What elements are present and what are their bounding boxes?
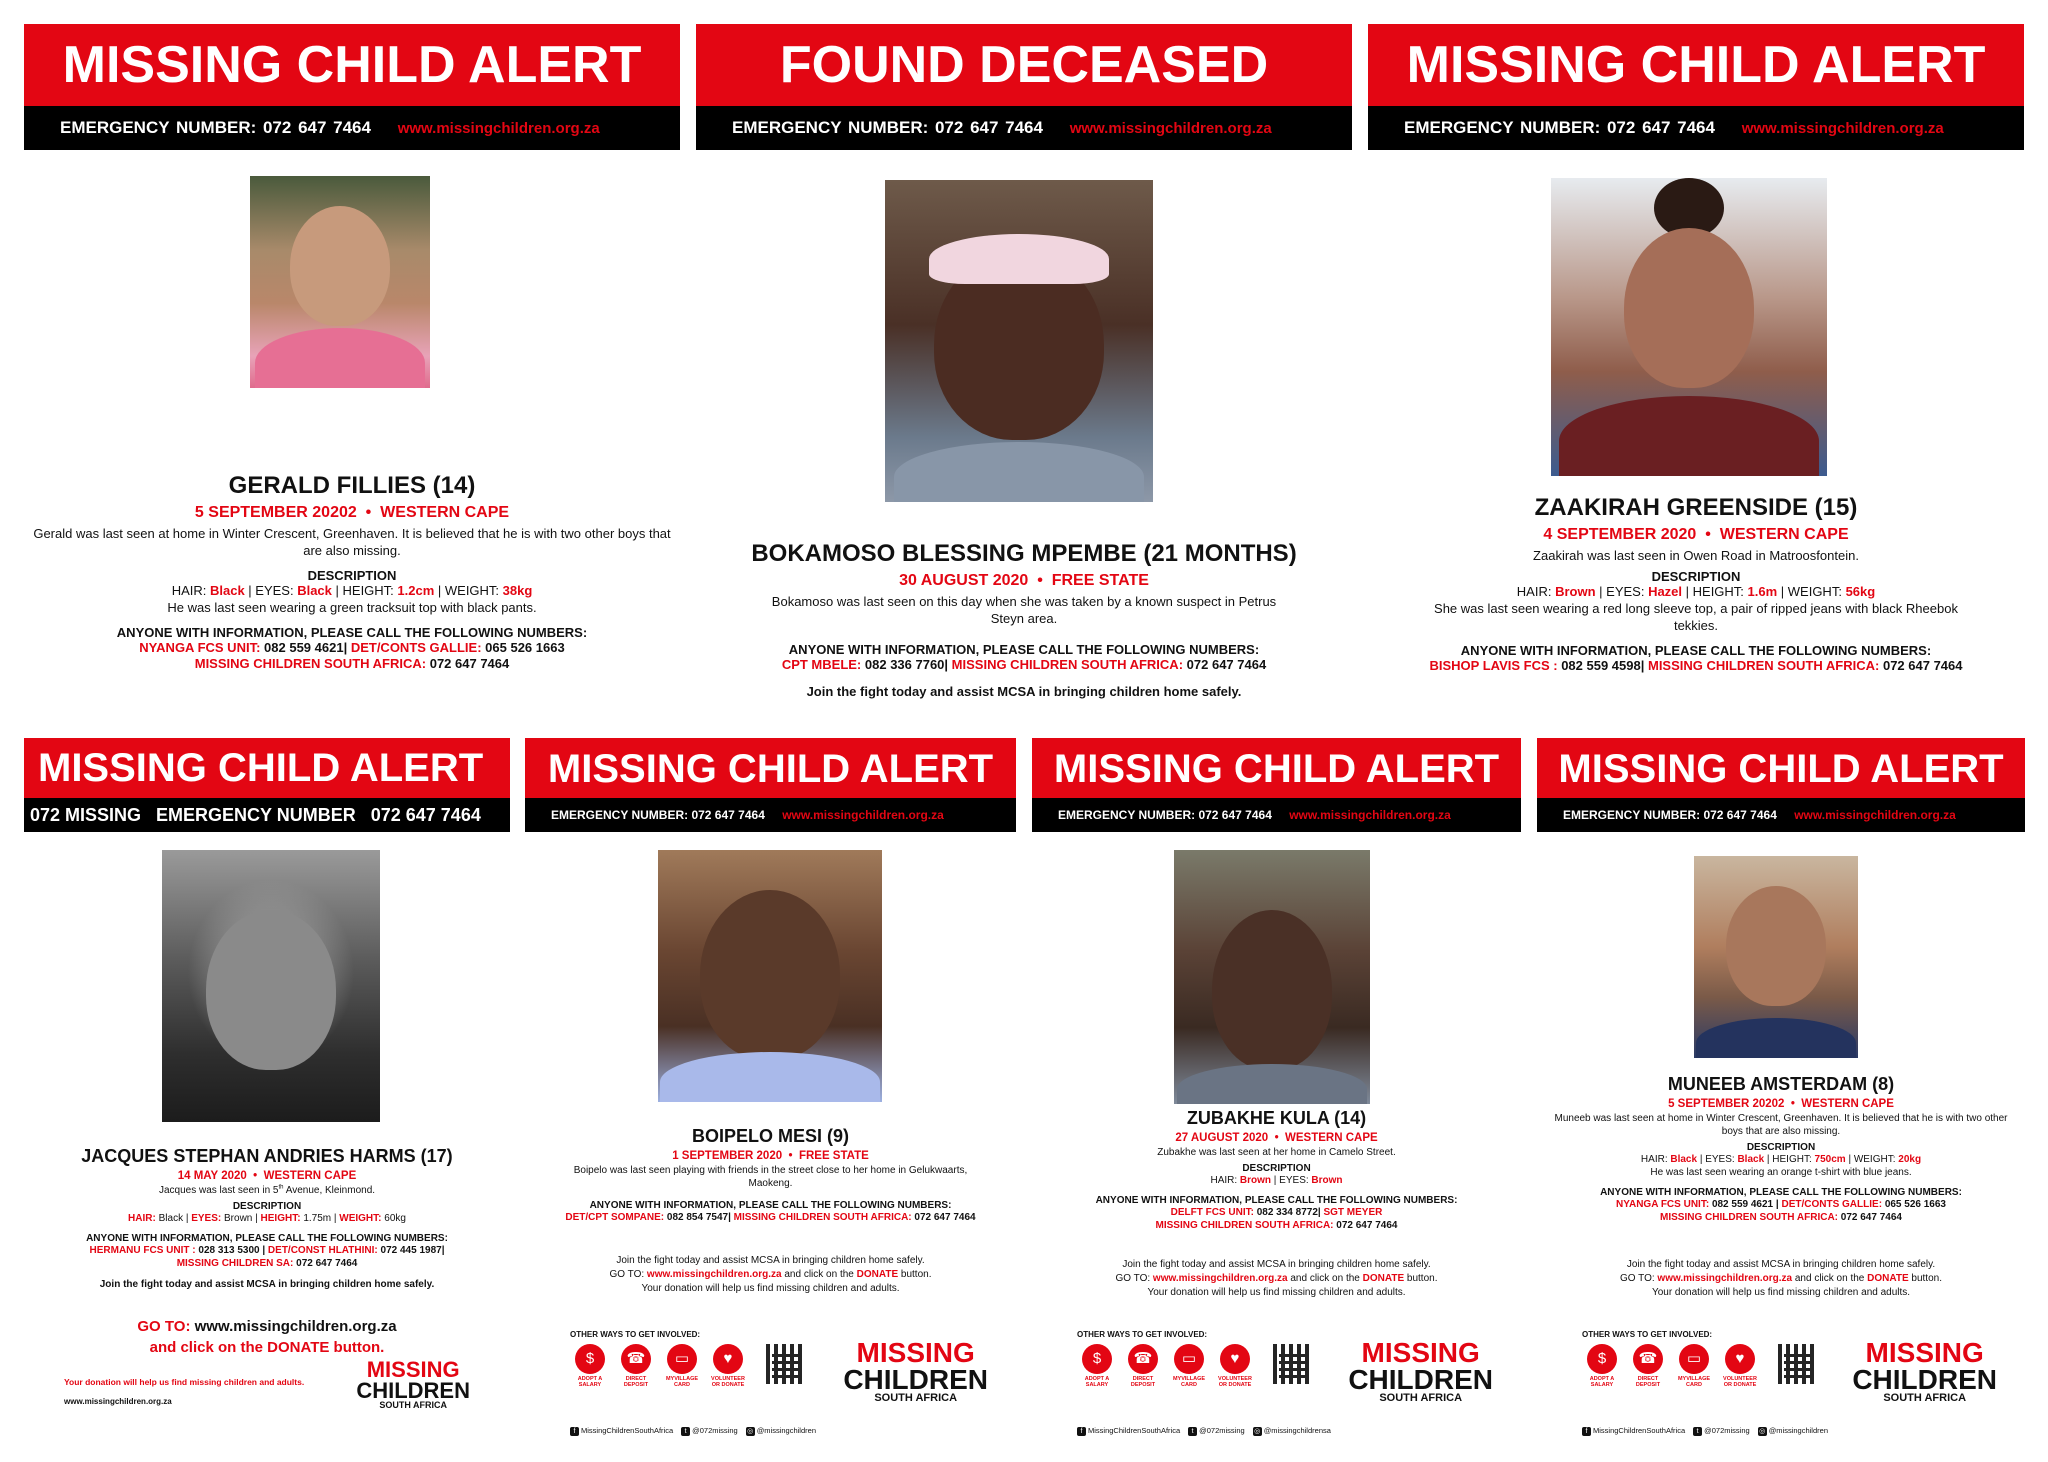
facebook-link[interactable]: f MissingChildrenSouthAfrica: [1077, 1426, 1180, 1436]
twitter-icon: t: [1693, 1427, 1702, 1436]
footer-website[interactable]: www.missingchildren.org.za: [64, 1397, 172, 1406]
date-province: 5 SEPTEMBER 20202 • WESTERN CAPE: [194, 504, 510, 521]
direct-deposit-link[interactable]: ☎ DIRECT DEPOSIT: [616, 1344, 656, 1388]
twitter-link[interactable]: t @072missing: [1188, 1426, 1245, 1436]
mcsa-logo: MISSING CHILDREN SOUTH AFRICA: [843, 1337, 988, 1405]
clothing-text: He was last seen wearing an orange t-shirt with blue jeans.: [1650, 1167, 1912, 1178]
social-links: [1077, 1426, 1331, 1436]
child-info: [32, 1146, 502, 1291]
emergency-bar: [1537, 798, 2025, 832]
instagram-link[interactable]: ◎ @missingchildrensa: [1254, 1426, 1331, 1435]
piggy-bank-icon: $: [575, 1344, 605, 1374]
mcsa-logo: MISSING CHILDREN SOUTH AFRICA: [1852, 1337, 1997, 1405]
description-heading: DESCRIPTION: [1651, 568, 1741, 584]
emergency-number: EMERGENCY NUMBER: 072 647 7464: [1563, 808, 1777, 822]
ways-list: [1077, 1344, 1255, 1388]
last-seen-text: Gerald was last seen at home in Winter Crescent, Greenhaven. It is believed that he is with two other boys that are also missing.: [33, 526, 671, 558]
myvillage-card-link[interactable]: ▭ MYVILLAGE CARD: [662, 1344, 702, 1388]
ways-list: [570, 1344, 748, 1388]
contact-numbers: DELFT FCS UNIT: 082 334 8772| SGT MEYER: [1170, 1207, 1383, 1218]
poster-zubakhe-kula: [1032, 738, 1521, 1450]
twitter-link[interactable]: t @072missing: [1693, 1426, 1750, 1436]
last-seen-text: Boipelo was last seen playing with friends in the street close to her home in Gelukwaarts, Maokeng.: [573, 1165, 968, 1189]
child-photo: [250, 176, 430, 388]
child-photo: [1694, 856, 1858, 1058]
emergency-number: EMERGENCY NUMBER: 072 647 7464: [1404, 118, 1715, 137]
child-info: [1376, 494, 2016, 674]
qr-code[interactable]: [1273, 1344, 1313, 1384]
last-seen-text: Bokamoso was last seen on this day when she was taken by a known suspect in Petrus Steyn area.: [771, 594, 1277, 626]
description-heading: DESCRIPTION: [1746, 1142, 1816, 1153]
emergency-bar: [24, 106, 680, 150]
contact-numbers: NYANGA FCS UNIT: 082 559 4621 | DET/CONTS GALLIE: 065 526 1663: [1616, 1199, 1946, 1210]
face-shape: [1726, 886, 1826, 1006]
join-text: Join the fight today and assist MCSA in bringing children home safely.: [806, 683, 1242, 699]
contact-numbers: DET/CPT SOMPANE: 082 854 7547| MISSING CHILDREN SOUTH AFRICA: 072 647 7464: [565, 1212, 976, 1223]
join-block: Join the fight today and assist MCSA in bringing children home safely. GO TO: www.missingchildren.org.za and click on the DONATE button. Your donation will help us find missing children and adults.: [1115, 1259, 1438, 1298]
piggy-bank-icon: $: [1587, 1344, 1617, 1374]
alert-header: MISSING CHILD ALERT: [1537, 738, 2025, 798]
child-name: ZAAKIRAH GREENSIDE (15): [1534, 494, 1858, 521]
mcsa-contact: MISSING CHILDREN SA: 072 647 7464: [176, 1258, 358, 1269]
donation-help: Your donation will help us find missing children and adults.: [64, 1377, 305, 1387]
alert-header: MISSING CHILD ALERT: [1032, 738, 1521, 798]
goto-url[interactable]: www.missingchildren.org.za: [1152, 1273, 1288, 1284]
phone-icon: ☎: [621, 1344, 651, 1374]
emergency-bar: [525, 798, 1016, 832]
card-icon: ▭: [667, 1344, 697, 1374]
ways-title: OTHER WAYS TO GET INVOLVED:: [570, 1330, 701, 1339]
face-shape: [290, 206, 390, 326]
website-link[interactable]: www.missingchildren.org.za: [1289, 808, 1451, 822]
anyone-with-info: ANYONE WITH INFORMATION, PLEASE CALL THE FOLLOWING NUMBERS:: [788, 641, 1260, 657]
ways-title: OTHER WAYS TO GET INVOLVED:: [1582, 1330, 1713, 1339]
date-province: 1 SEPTEMBER 2020 • FREE STATE: [672, 1150, 869, 1162]
mcsa-contact: MISSING CHILDREN SOUTH AFRICA: 072 647 7464: [194, 656, 510, 672]
description-heading: DESCRIPTION: [307, 567, 397, 583]
face-shape: [1212, 910, 1332, 1070]
social-links: [1582, 1426, 1828, 1436]
child-photo: [1551, 178, 1827, 476]
child-name: ZUBAKHE KULA (14): [1186, 1108, 1367, 1128]
physical-description: HAIR: Black | EYES: Black | HEIGHT: 750cm | WEIGHT: 20kg: [1640, 1154, 1922, 1165]
child-name: BOIPELO MESI (9): [691, 1126, 850, 1146]
emergency-number: EMERGENCY NUMBER: 072 647 7464: [1058, 808, 1272, 822]
clothing-text: She was last seen wearing a red long sleeve top, a pair of ripped jeans with black Rheebok tekkies.: [1434, 600, 1958, 633]
face-shape: [206, 910, 336, 1070]
mcsa-logo: MISSING CHILDREN SOUTH AFRICA: [356, 1356, 470, 1411]
emergency-bar: [696, 106, 1352, 150]
mcsa-contact: MISSING CHILDREN SOUTH AFRICA: 072 647 7464: [1660, 1212, 1902, 1223]
footer-left: [64, 1377, 314, 1406]
face-shape: [1624, 228, 1754, 388]
child-name: GERALD FILLIES (14): [228, 472, 476, 499]
mcsa-contact: MISSING CHILDREN SOUTH AFRICA: 072 647 7464: [1155, 1220, 1398, 1231]
anyone-with-info: ANYONE WITH INFORMATION, PLEASE CALL THE FOLLOWING NUMBERS:: [1460, 642, 1932, 658]
poster-bokamoso-mpembe: [696, 24, 1352, 724]
adopt-salary-link[interactable]: $ ADOPT A SALARY: [570, 1344, 610, 1388]
heart-icon: ♥: [1220, 1344, 1250, 1374]
date-province: 4 SEPTEMBER 2020 • WESTERN CAPE: [1543, 526, 1849, 543]
poster-muneeb-amsterdam: [1537, 738, 2025, 1450]
heart-icon: ♥: [1725, 1344, 1755, 1374]
poster-jacques-harms: [24, 738, 510, 1450]
card-icon: ▭: [1174, 1344, 1204, 1374]
footer: [1582, 1330, 2017, 1440]
physical-description: HAIR: Black | EYES: Black | HEIGHT: 1.2cm | WEIGHT: 38kg: [171, 582, 533, 598]
facebook-icon: f: [1582, 1427, 1591, 1436]
emergency-number: EMERGENCY NUMBER: 072 647 7464: [551, 808, 765, 822]
emergency-bar: [1032, 798, 1521, 832]
found-deceased-header: FOUND DECEASED: [696, 24, 1352, 106]
shoulders-shape: [255, 328, 425, 388]
anyone-with-info: ANYONE WITH INFORMATION, PLEASE CALL THE FOLLOWING NUMBERS:: [116, 624, 588, 640]
last-seen-text: Zubakhe was last seen at her home in Camelo Street.: [1157, 1147, 1396, 1158]
instagram-icon: ◎: [747, 1428, 754, 1435]
date-province: 5 SEPTEMBER 20202 • WESTERN CAPE: [1668, 1098, 1894, 1110]
shoulders-shape: [1177, 1064, 1367, 1104]
child-name: MUNEEB AMSTERDAM (8): [1667, 1074, 1895, 1094]
description-heading: DESCRIPTION: [1242, 1163, 1311, 1174]
child-photo: [885, 180, 1153, 502]
footer: [570, 1330, 1008, 1440]
direct-deposit-link[interactable]: ☎ DIRECT DEPOSIT: [1123, 1344, 1163, 1388]
goto-donate: GO TO: www.missingchildren.org.za and click on the DONATE button.: [137, 1318, 397, 1356]
ways-list: [1582, 1344, 1760, 1388]
shoulders-shape: [1696, 1018, 1856, 1058]
date-province: 14 MAY 2020 • WESTERN CAPE: [177, 1170, 357, 1182]
instagram-icon: ◎: [1759, 1428, 1766, 1435]
twitter-icon: t: [1188, 1427, 1197, 1436]
facebook-link[interactable]: f MissingChildrenSouthAfrica: [1582, 1426, 1685, 1436]
myvillage-card-link[interactable]: ▭ MYVILLAGE CARD: [1169, 1344, 1209, 1388]
facebook-icon: f: [1077, 1427, 1086, 1436]
alert-header: MISSING CHILD ALERT: [24, 738, 510, 798]
instagram-link[interactable]: ◎ @missingchildren: [747, 1426, 816, 1435]
shoulders-shape: [1559, 396, 1819, 476]
child-photo: [658, 850, 882, 1102]
qr-code[interactable]: [766, 1344, 806, 1384]
ways-title: OTHER WAYS TO GET INVOLVED:: [1077, 1330, 1208, 1339]
date-province: 30 AUGUST 2020 • FREE STATE: [899, 572, 1149, 589]
child-name: BOKAMOSO BLESSING MPEMBE (21 MONTHS): [751, 540, 1297, 567]
anyone-with-info: ANYONE WITH INFORMATION, PLEASE CALL THE FOLLOWING NUMBERS:: [589, 1200, 952, 1211]
alert-header: MISSING CHILD ALERT: [1368, 24, 2024, 106]
child-photo: [162, 850, 380, 1122]
join-text: Join the fight today and assist MCSA in bringing children home safely.: [99, 1279, 435, 1290]
goto-url[interactable]: www.missingchildren.org.za: [194, 1318, 397, 1335]
shoulders-shape: [660, 1052, 880, 1102]
physical-description: HAIR: Brown | EYES: Brown: [1210, 1175, 1343, 1186]
poster-gerald-fillies: [24, 24, 680, 724]
clothing-text: He was last seen wearing a green tracksuit top with black pants.: [167, 599, 537, 615]
child-photo: [1174, 850, 1370, 1104]
volunteer-link[interactable]: ♥ VOLUNTEER OR DONATE: [1720, 1344, 1760, 1388]
website-link[interactable]: www.missingchildren.org.za: [1741, 120, 1944, 137]
footer: [1077, 1330, 1513, 1440]
description-heading: DESCRIPTION: [232, 1201, 302, 1212]
child-info: [533, 1126, 1008, 1224]
mcsa-logo: MISSING CHILDREN SOUTH AFRICA: [1348, 1337, 1493, 1405]
instagram-icon: ◎: [1254, 1428, 1261, 1435]
last-seen-text: Muneeb was last seen at home in Winter Crescent, Greenhaven. It is believed that he is with two other boys that are also missing.: [1554, 1113, 2008, 1137]
child-info: [1040, 1108, 1513, 1232]
emergency-number: EMERGENCY NUMBER: 072 647 7464: [732, 118, 1043, 137]
face-shape: [700, 890, 840, 1060]
goto-url[interactable]: www.missingchildren.org.za: [1657, 1273, 1793, 1284]
twitter-link[interactable]: t @072missing: [681, 1426, 738, 1436]
child-info: [1545, 1074, 2017, 1224]
last-seen-text: Zaakirah was last seen in Owen Road in Matroosfontein.: [1533, 548, 1859, 563]
adopt-salary-link[interactable]: $ ADOPT A SALARY: [1582, 1344, 1622, 1388]
child-name: JACQUES STEPHAN ANDRIES HARMS (17): [81, 1146, 453, 1166]
poster-zaakirah-greenside: [1368, 24, 2024, 724]
contact-numbers: NYANGA FCS UNIT: 082 559 4621| DET/CONTS GALLIE: 065 526 1663: [139, 639, 565, 655]
facebook-link[interactable]: f MissingChildrenSouthAfrica: [570, 1426, 673, 1436]
website-link[interactable]: www.missingchildren.org.za: [1069, 120, 1272, 137]
facebook-icon: f: [570, 1427, 579, 1436]
adopt-salary-link[interactable]: $ ADOPT A SALARY: [1077, 1344, 1117, 1388]
anyone-with-info: ANYONE WITH INFORMATION, PLEASE CALL THE FOLLOWING NUMBERS:: [1095, 1195, 1458, 1206]
phone-icon: ☎: [1633, 1344, 1663, 1374]
physical-description: HAIR: Black | EYES: Brown | HEIGHT: 1.75m | WEIGHT: 60kg: [128, 1213, 406, 1224]
twitter-icon: t: [681, 1427, 690, 1436]
website-link[interactable]: www.missingchildren.org.za: [782, 808, 944, 822]
emergency-bar: 072 MISSING EMERGENCY NUMBER 072 647 7464: [24, 798, 510, 832]
last-seen-text: Jacques was last seen in 5th Avenue, Kleinmond.: [158, 1184, 376, 1196]
heart-icon: ♥: [713, 1344, 743, 1374]
myvillage-card-link[interactable]: ▭ MYVILLAGE CARD: [1674, 1344, 1714, 1388]
shoulders-shape: [894, 442, 1144, 502]
headband-shape: [929, 234, 1109, 284]
contact-numbers: HERMANU FCS UNIT : 028 313 5300 | DET/CONST HLATHINI: 072 445 1987|: [89, 1245, 445, 1256]
direct-deposit-link[interactable]: ☎ DIRECT DEPOSIT: [1628, 1344, 1668, 1388]
contact-numbers: BISHOP LAVIS FCS : 082 559 4598| MISSING CHILDREN SOUTH AFRICA: 072 647 7464: [1429, 657, 1963, 673]
date-province: 27 AUGUST 2020 • WESTERN CAPE: [1175, 1132, 1378, 1144]
social-links: [570, 1426, 816, 1436]
alert-header: MISSING CHILD ALERT: [525, 738, 1016, 798]
instagram-link[interactable]: ◎ @missingchildren: [1759, 1426, 1828, 1435]
join-block: Join the fight today and assist MCSA in bringing children home safely. GO TO: www.missingchildren.org.za and click on the DONATE button. Your donation will help us find missing children and adults.: [1620, 1259, 1942, 1298]
card-icon: ▭: [1679, 1344, 1709, 1374]
emergency-number: EMERGENCY NUMBER: 072 647 7464: [60, 118, 371, 137]
child-info: [704, 540, 1344, 701]
anyone-with-info: ANYONE WITH INFORMATION, PLEASE CALL THE FOLLOWING NUMBERS:: [86, 1233, 448, 1244]
goto-url[interactable]: www.missingchildren.org.za: [646, 1269, 782, 1280]
alert-header: MISSING CHILD ALERT: [24, 24, 680, 106]
emergency-bar: [1368, 106, 2024, 150]
qr-code[interactable]: [1778, 1344, 1818, 1384]
physical-description: HAIR: Brown | EYES: Hazel | HEIGHT: 1.6m | WEIGHT: 56kg: [1516, 583, 1876, 599]
join-block: Join the fight today and assist MCSA in bringing children home safely. GO TO: www.missingchildren.org.za and click on the DONATE button. Your donation will help us find missing children and adults.: [609, 1255, 932, 1294]
website-link[interactable]: www.missingchildren.org.za: [1794, 808, 1956, 822]
website-link[interactable]: www.missingchildren.org.za: [397, 120, 600, 137]
piggy-bank-icon: $: [1082, 1344, 1112, 1374]
volunteer-link[interactable]: ♥ VOLUNTEER OR DONATE: [708, 1344, 748, 1388]
contact-numbers: CPT MBELE: 082 336 7760| MISSING CHILDREN SOUTH AFRICA: 072 647 7464: [781, 656, 1267, 672]
anyone-with-info: ANYONE WITH INFORMATION, PLEASE CALL THE FOLLOWING NUMBERS:: [1600, 1187, 1962, 1198]
phone-icon: ☎: [1128, 1344, 1158, 1374]
poster-boipelo-mesi: [525, 738, 1016, 1450]
child-info: [32, 472, 672, 673]
volunteer-link[interactable]: ♥ VOLUNTEER OR DONATE: [1215, 1344, 1255, 1388]
